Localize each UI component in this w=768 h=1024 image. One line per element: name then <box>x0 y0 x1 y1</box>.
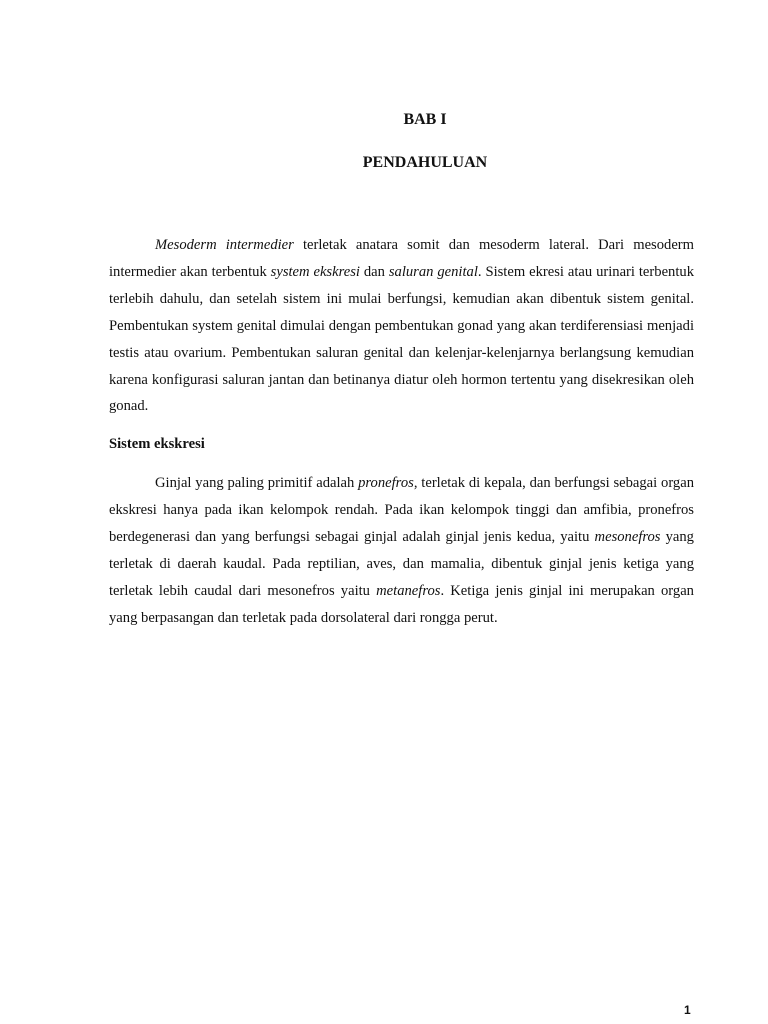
section-text-4: . Ketiga jenis ginjal ini merupakan organ yang berpasangan dan terletak pada dorsolateral dari rongga perut. <box>109 582 694 626</box>
term-pronefros: pronefros <box>358 475 414 491</box>
intro-text-3: . Sistem ekresi atau urinari terbentuk terlebih dahulu, dan setelah sistem ini mulai berfungsi, kemudian akan dibentuk sistem genital. Pembentukan system genital dimulai dengan pembentukan gonad yang akan terdiferensiasi menjadi testis atau ovarium. Pembentukan saluran genital dan kelenjar-kelenjarnya berlangsung kemudian karena konfigurasi saluran jantan dan betinanya diatur oleh hormon tertentu yang disekresikan oleh gonad. <box>109 263 694 415</box>
section-text-3: yang terletak di daerah kaudal. Pada reptilian, aves, dan mamalia, dibentuk ginjal jenis ketiga yang terletak lebih caudal dari mesonefros yaitu <box>109 528 694 599</box>
term-mesoderm-intermedier: Mesoderm intermedier <box>155 237 294 253</box>
section-text-1: Ginjal yang paling primitif adalah <box>155 475 359 491</box>
chapter-title: PENDAHULUAN <box>362 154 488 171</box>
term-saluran-genital: saluran genital <box>388 263 478 280</box>
term-mesonefros: mesonefros <box>594 528 661 545</box>
intro-text-1: terletak anatara somit dan mesoderm lateral. Dari mesoderm intermedier akan terbentuk <box>109 237 695 280</box>
page-number: 1 <box>684 1003 691 1017</box>
intro-text-2: dan <box>359 263 389 280</box>
section-paragraph <box>109 470 694 631</box>
section-text-2: , terletak di kepala, dan berfungsi sebagai organ ekskresi hanya pada ikan kelompok rendah. Pada ikan kelompok tinggi dan amfibia, pronefros berdegenerasi dan yang berfungsi sebagai ginjal adalah ginjal jenis kedua, yaitu <box>109 475 694 545</box>
term-metanefros: metanefros <box>376 582 441 599</box>
term-system-ekskresi: system ekskresi <box>270 263 360 280</box>
chapter-number: BAB I <box>403 111 447 128</box>
intro-paragraph <box>109 232 694 420</box>
section-heading: Sistem ekskresi <box>109 436 205 452</box>
